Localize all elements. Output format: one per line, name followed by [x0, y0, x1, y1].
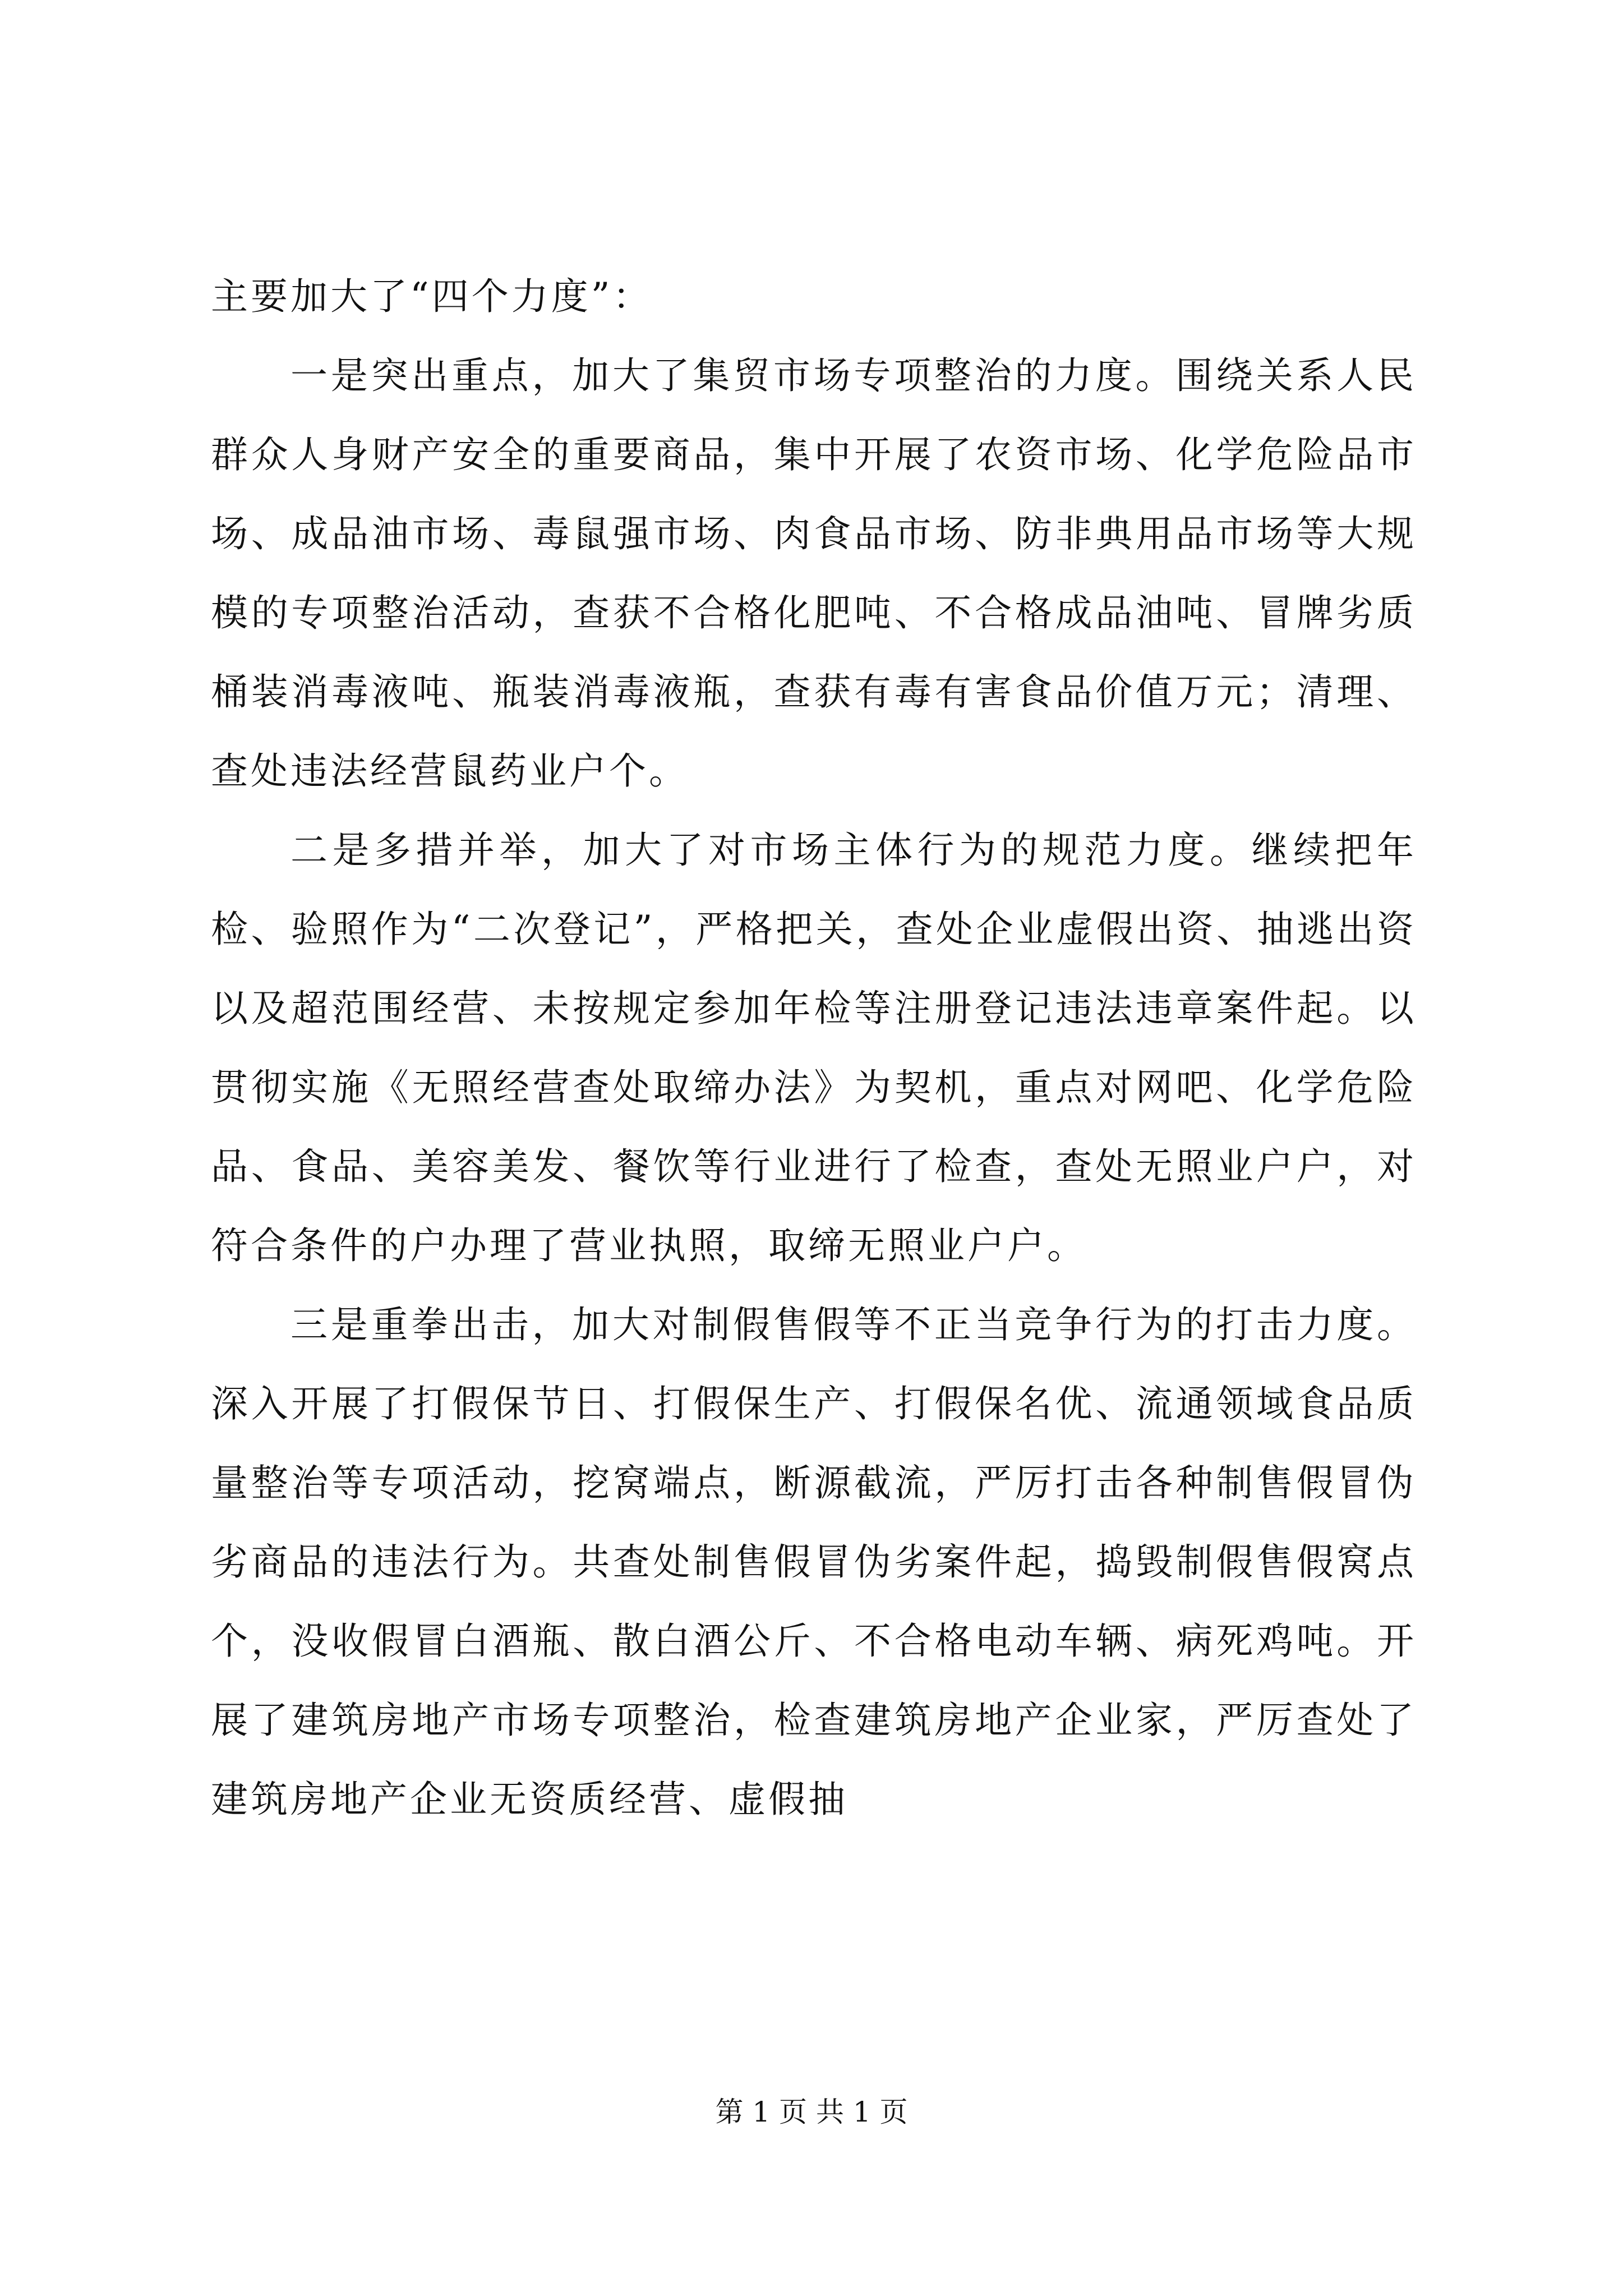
paragraph-intro: 主要加大了“四个力度”：: [211, 275, 653, 318]
paragraph-2: 二是多措并举，加大了对市场主体行为的规范力度。继续把年检、验照作为“二次登记”，严格把关，查处企业虚假出资、抽逃出资以及超范围经营、未按规定参加年检等注册登记违法违章案件起。以贯彻实施《无照经营查处取缔办法》为契机，重点对网吧、化学危险品、食品、美容美发、餐饮等行业进行了检查，查处无照业户户，对符合条件的户办理了营业执照，取缔无照业户户。: [211, 829, 1417, 1267]
page-footer: 第 1 页 共 1 页: [715, 2096, 908, 2128]
paragraph-1: 一是突出重点，加大了集贸市场专项整治的力度。围绕关系人民群众人身财产安全的重要商品，集中开展了农资市场、化学危险品市场、成品油市场、毒鼠强市场、肉食品市场、防非典用品市场等大规模的专项整治活动，查获不合格化肥吨、不合格成品油吨、冒牌劣质桶装消毒液吨、瓶装消毒液瓶，查获有毒有害食品价值万元；清理、查处违法经营鼠药业户个。: [211, 354, 1417, 793]
document-body: [211, 257, 1417, 1839]
paragraph-3: 三是重拳出击，加大对制假售假等不正当竞争行为的打击力度。深入开展了打假保节日、打假保生产、打假保名优、流通领域食品质量整治等专项活动，挖窝端点，断源截流，严厉打击各种制售假冒伪劣商品的违法行为。共查处制售假冒伪劣案件起，捣毁制假售假窝点个，没收假冒白酒瓶、散白酒公斤、不合格电动车辆、病死鸡吨。开展了建筑房地产市场专项整治，检查建筑房地产企业家，严厉查处了建筑房地产企业无资质经营、虚假抽: [211, 1303, 1417, 1821]
